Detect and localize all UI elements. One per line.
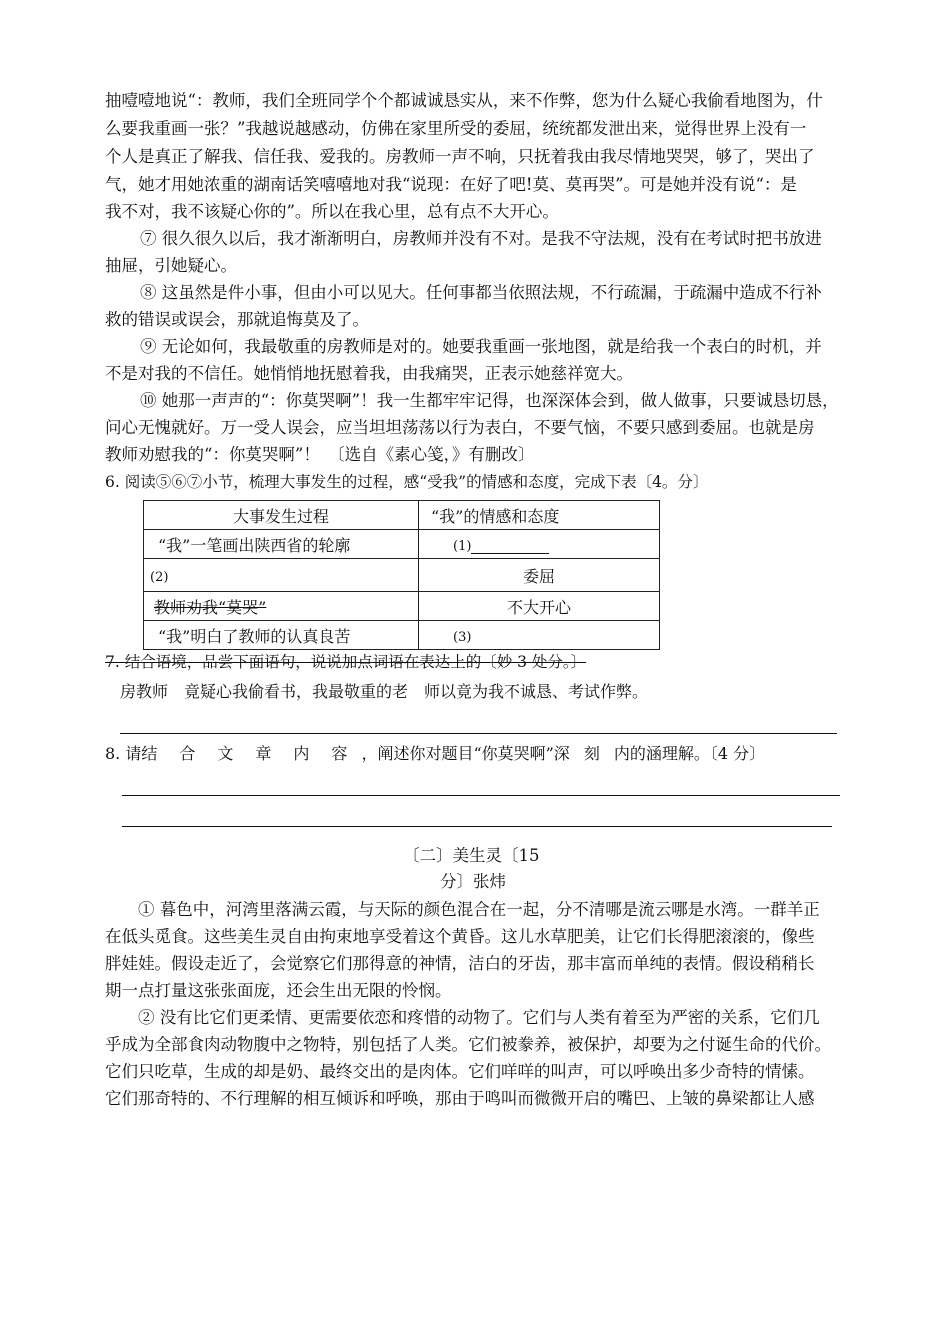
passage2-line-2: 在低头觅食。这些美生灵自由拘束地享受着这个黄昏。这儿水草肥美，让它们长得肥滚滚的，像些 — [105, 927, 815, 946]
answer-line-q8-1[interactable] — [122, 795, 840, 796]
answer-line-q8-2[interactable] — [122, 826, 832, 827]
passage1-line-3: 个人是真正了解我、信任我、爱我的。房教师一声不响，只抚着我由我尽情地哭哭，够了，哭出了 — [105, 147, 815, 166]
passage1-para-9: ⑨ 无论如何，我最敬重的房教师是对的。她要我重画一张地图，就是给我一个表白的时机，并 — [140, 337, 822, 356]
passage1-line-4: 气，她才用她浓重的湖南话笑嘻嘻地对我“说现：在好了吧!莫、莫再哭”。可是她并没有说“：是 — [105, 175, 797, 194]
question-6-table — [143, 500, 660, 650]
question-8-prompt: 8. 请结 合 文 章 内 容 ，阐述你对题目“你莫哭啊”深 刻 内的涵理解。〔4 分〕 — [105, 744, 766, 763]
table-row — [144, 530, 660, 559]
table-header-row — [144, 501, 660, 530]
table-cell: “我”明白了教师的认真良苦 — [144, 621, 419, 650]
passage1-line-1: 抽噎噎地说“：教师，我们全班同学个个都诚诚恳实从，来不作弊，您为什么疑心我偷看地图为，什 — [105, 91, 823, 110]
passage2-para-2: ② 没有比它们更柔情、更需要依恋和疼惜的动物了。它们与人类有着至为严密的关系，它们几 — [138, 1008, 820, 1027]
table-header-feeling: “我”的情感和态度 — [419, 501, 660, 530]
table-row — [144, 621, 660, 650]
passage1-line-11: 不是对我的不信任。她悄悄地抚慰着我，由我痛哭，正表示她慈祥宽大。 — [105, 364, 633, 383]
passage2-author: 分〕张炜 — [440, 872, 506, 891]
passage2-line-4: 期一点打量这张张面庞，还会生出无限的怜悯。 — [105, 981, 452, 1000]
passage1-line-14: 教师劝慰我的“：你莫哭啊”！ 〔选自《素心笺，》有删改〕 — [105, 445, 535, 464]
table-header-process: 大事发生过程 — [144, 501, 419, 530]
passage2-para-1: ① 暮色中，河湾里落满云霞，与天际的颜色混合在一起，分不清哪是流云哪是水湾。一群羊正 — [138, 900, 820, 919]
passage1-line-9: 救的错误或误会，那就追悔莫及了。 — [105, 310, 369, 329]
passage1-line-5: 我不对，我不该疑心你的”。所以在我心里，总有点不大开心。 — [105, 202, 559, 221]
question-7-prompt: 7. 结合语境，品尝下面语句，说说加点词语在表达上的〔妙 3 处分。〕 — [105, 653, 587, 671]
passage1-para-10: ⑩ 她那一声声的“：你莫哭啊”！我一生都牢牢记得，也深深体会到，做人做事，只要诚恳切恳， — [140, 391, 839, 410]
table-row — [144, 559, 660, 592]
passage1-line-2: 么要我重画一张？”我越说越感动，仿佛在家里所受的委屈，统统都发泄出来，觉得世界上没有一 — [105, 119, 807, 138]
answer-line-q7[interactable] — [120, 733, 837, 734]
passage2-line-7: 它们只吃草，生成的却是奶、最终交出的是肉体。它们咩咩的叫声，可以呼唤出多少奇特的情愫。 — [105, 1062, 815, 1081]
table-cell-answer-2[interactable]: (2) — [144, 559, 419, 592]
answer-blank-1[interactable] — [471, 539, 549, 554]
passage2-title: 〔二〕美生灵〔15 — [403, 846, 540, 865]
passage2-line-6: 乎成为全部食肉动物腹中之物特，别包括了人类。它们被豢养，被保护，却要为之付诞生命的代价。 — [105, 1035, 831, 1054]
passage1-line-13: 问心无愧就好。万一受人误会，应当坦坦荡荡以行为表白，不要气恼，不要只感到委屈。也就是房 — [105, 418, 815, 437]
passage1-para-8: ⑧ 这虽然是件小事，但由小可以见大。任何事都当依照法规，不行疏漏，于疏漏中造成不行补 — [140, 283, 822, 302]
table-cell: 委屈 — [419, 559, 660, 592]
table-cell-answer-3[interactable]: (3) — [419, 621, 660, 650]
passage2-line-3: 胖娃娃。假设走近了，会觉察它们那得意的神情，洁白的牙齿，那丰富而单纯的表情。假设稍稍长 — [105, 954, 815, 973]
question-6-prompt: 6. 阅读⑤⑥⑦小节，梳理大事发生的过程，感“受我”的情感和态度，完成下表〔4。分〕 — [105, 473, 709, 491]
passage2-line-8: 它们那奇特的、不行理解的相互倾诉和呼唤，那由于鸣叫而微微开启的嘴巴、上皱的鼻梁都让人感 — [105, 1089, 815, 1108]
passage1-line-7: 抽屉，引她疑心。 — [105, 256, 237, 275]
passage1-para-7: ⑦ 很久很久以后，我才渐渐明白，房教师并没有不对。是我不守法规，没有在考试时把书放进 — [140, 229, 822, 248]
table-cell: 不大开心 — [419, 592, 660, 621]
table-cell: “我”一笔画出陕西省的轮廓 — [144, 530, 419, 559]
table-cell-answer-1[interactable]: (1) — [419, 530, 660, 559]
table-row — [144, 592, 660, 621]
table-cell: 教师劝我“莫哭” — [144, 592, 419, 621]
question-7-sentence: 房教师 竟疑心我偷看书，我最敬重的老 师以竟为我不诚恳、考试作弊。 — [120, 682, 649, 701]
